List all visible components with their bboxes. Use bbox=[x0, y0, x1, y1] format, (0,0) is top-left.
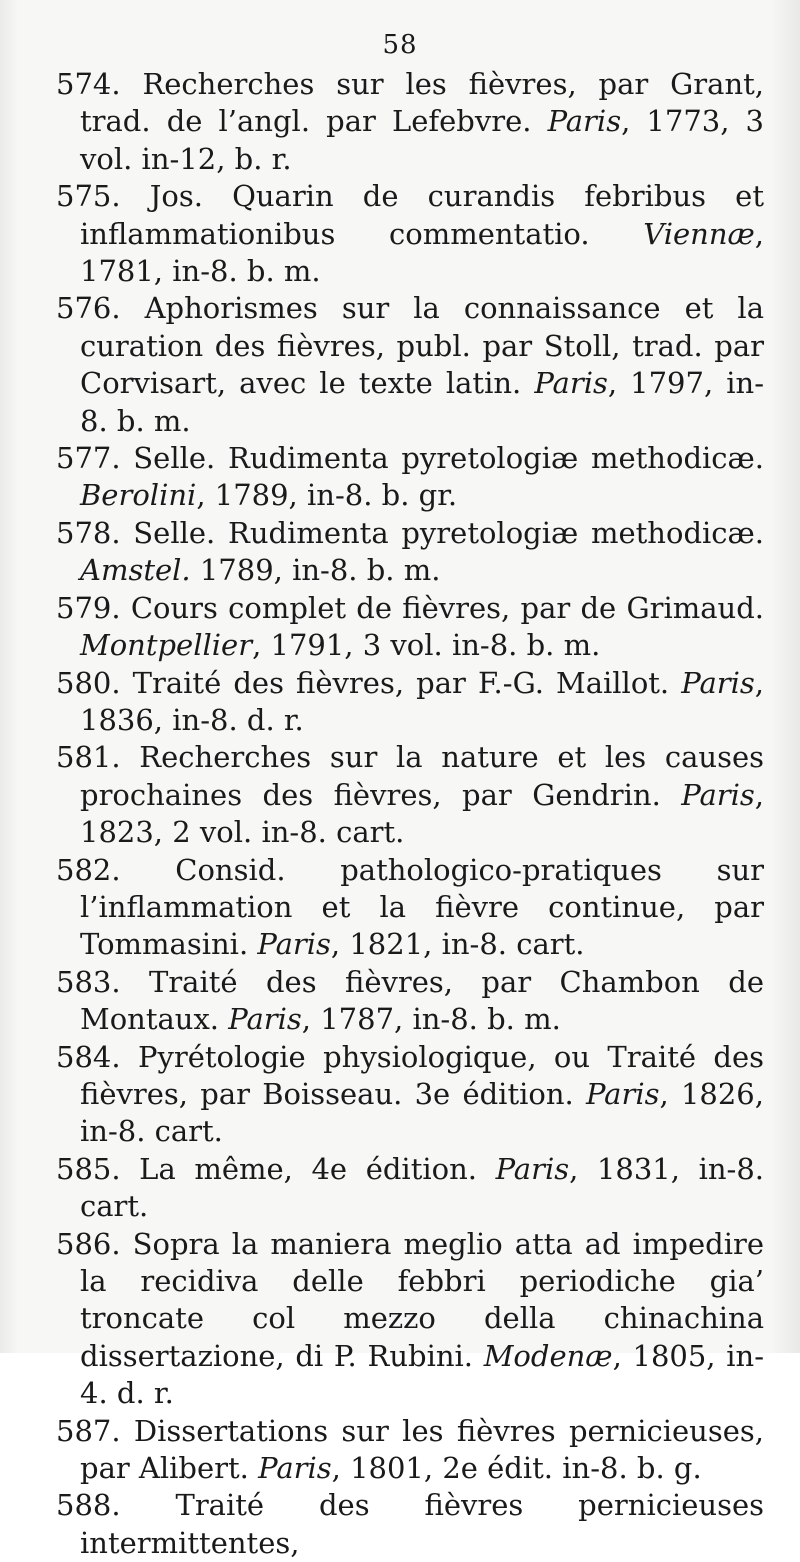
entry-details: , 1821, in-8. cart. bbox=[330, 927, 585, 962]
entry-details: , 1781, in-8. b. m. bbox=[80, 216, 764, 289]
entry-number: 588. bbox=[56, 1488, 121, 1523]
catalogue-entry bbox=[56, 440, 764, 515]
entry-number: 584. bbox=[56, 1039, 121, 1074]
catalogue-entry bbox=[56, 66, 764, 178]
entry-text: Sopra la maniera meglio atta ad impedire la recidiva delle febbri periodiche gia’ troncate col mezzo della chinachina dissertazione, di P. Rubini. bbox=[80, 1226, 764, 1373]
entry-details: , 1836, in-8. d. r. bbox=[80, 665, 764, 737]
entry-place: Berolini bbox=[80, 478, 197, 513]
catalogue-entry bbox=[56, 290, 764, 440]
entry-text: Traité des fièvres, par F.-G. Maillot. bbox=[120, 665, 682, 700]
catalogue-entry bbox=[56, 1413, 764, 1488]
entry-number: 574. bbox=[56, 67, 121, 101]
entry-details: , 1791, 3 vol. in-8. b. m. bbox=[252, 628, 601, 663]
catalogue-entry bbox=[56, 1039, 764, 1151]
entry-place: Amstel. bbox=[80, 553, 191, 588]
entry-number: 581. bbox=[56, 740, 121, 775]
entry-text: Traité des fièvres pernicieuses intermittentes, bbox=[80, 1488, 764, 1560]
entry-details: , 1831, in-8. cart. bbox=[80, 1151, 764, 1224]
entry-place: Paris bbox=[681, 665, 755, 700]
entry-place: Paris bbox=[547, 104, 622, 139]
entry-text: Selle. Rudimenta pyretologiæ methodicæ. bbox=[120, 515, 764, 550]
catalogue-entry bbox=[56, 1151, 764, 1226]
entry-details: , 1797, in-8. b. m. bbox=[80, 366, 764, 438]
entry-number: 578. bbox=[56, 515, 121, 550]
entry-place: Paris bbox=[495, 1151, 570, 1186]
entry-place: Paris bbox=[228, 1002, 302, 1037]
entry-text: Consid. pathologico-pratiques sur l’inflammation et la fièvre continue, par Tommasini. bbox=[80, 852, 764, 962]
catalogue-entry bbox=[56, 665, 764, 740]
entry-place: Paris bbox=[585, 1076, 660, 1111]
page-edge-shadow bbox=[0, 0, 18, 1353]
entry-details: , 1773, 3 vol. in-12, b. r. bbox=[80, 104, 764, 176]
entry-number: 583. bbox=[56, 964, 121, 999]
entry-details: , 1823, 2 vol. in-8. cart. bbox=[80, 777, 764, 850]
catalogue-entry bbox=[56, 178, 764, 290]
entry-details: 1789, in-8. b. m. bbox=[190, 553, 441, 588]
catalogue-entry bbox=[56, 1487, 764, 1562]
entry-details: , 1801, 2e édit. in-8. b. g. bbox=[331, 1451, 702, 1486]
entry-number: 579. bbox=[56, 590, 121, 625]
entry-place: Montpellier bbox=[80, 628, 253, 663]
entry-details: , 1787, in-8. b. m. bbox=[301, 1002, 561, 1037]
entry-number: 577. bbox=[56, 441, 121, 476]
entry-number: 576. bbox=[56, 291, 121, 326]
entry-place: Paris bbox=[681, 777, 755, 812]
entry-number: 587. bbox=[56, 1413, 121, 1448]
entry-place: Modenæ bbox=[483, 1338, 613, 1373]
entry-number: 575. bbox=[56, 179, 121, 214]
entry-text: Traité des fièvres, par Chambon de Montaux. bbox=[80, 964, 764, 1037]
entry-text: Selle. Rudimenta pyretologiæ methodicæ. bbox=[120, 441, 764, 476]
entry-place: Paris bbox=[258, 1451, 332, 1486]
catalogue-entry bbox=[56, 590, 764, 665]
entry-text: Jos. Quarin de curandis febribus et inflammationibus commentatio. bbox=[80, 179, 764, 251]
page-gutter-shadow bbox=[770, 0, 800, 1353]
entry-place: Paris bbox=[257, 927, 331, 962]
entry-details: , 1789, in-8. b. gr. bbox=[196, 478, 458, 513]
page-number: 58 bbox=[382, 30, 418, 60]
catalogue-entry bbox=[56, 964, 764, 1039]
catalogue-entry bbox=[56, 515, 764, 590]
entry-place: Paris bbox=[534, 366, 608, 401]
entry-number: 586. bbox=[56, 1226, 121, 1261]
entry-text: Pyrétologie physiologique, ou Traité des fièvres, par Boisseau. 3e édition. bbox=[80, 1039, 764, 1111]
catalogue-entry bbox=[56, 739, 764, 851]
entry-text: Dissertations sur les fièvres pernicieuses, par Alibert. bbox=[80, 1413, 764, 1486]
entry-number: 585. bbox=[56, 1151, 121, 1186]
entry-text: Recherches sur les fièvres, par Grant, trad. de l’angl. par Lefebvre. bbox=[80, 67, 764, 139]
catalogue-entry bbox=[56, 852, 764, 964]
entry-text: Recherches sur la nature et les causes prochaines des fièvres, par Gendrin. bbox=[80, 740, 764, 812]
entry-details: , 1826, in-8. cart. bbox=[80, 1076, 764, 1149]
entry-place: Viennæ bbox=[643, 216, 755, 251]
entry-text: Aphorismes sur la connaissance et la curation des fièvres, publ. par Stoll, trad. par Corvisart, avec le texte latin. bbox=[80, 291, 764, 401]
catalogue-entry bbox=[56, 1226, 764, 1413]
entry-details: , 1805, in-4. d. r. bbox=[80, 1338, 764, 1411]
entry-number: 582. bbox=[56, 852, 121, 887]
catalogue-entries bbox=[56, 66, 764, 1562]
entry-text: Cours complet de fièvres, par de Grimaud. bbox=[120, 590, 764, 625]
entry-number: 580. bbox=[56, 665, 121, 700]
entry-text: La même, 4e édition. bbox=[120, 1151, 496, 1186]
